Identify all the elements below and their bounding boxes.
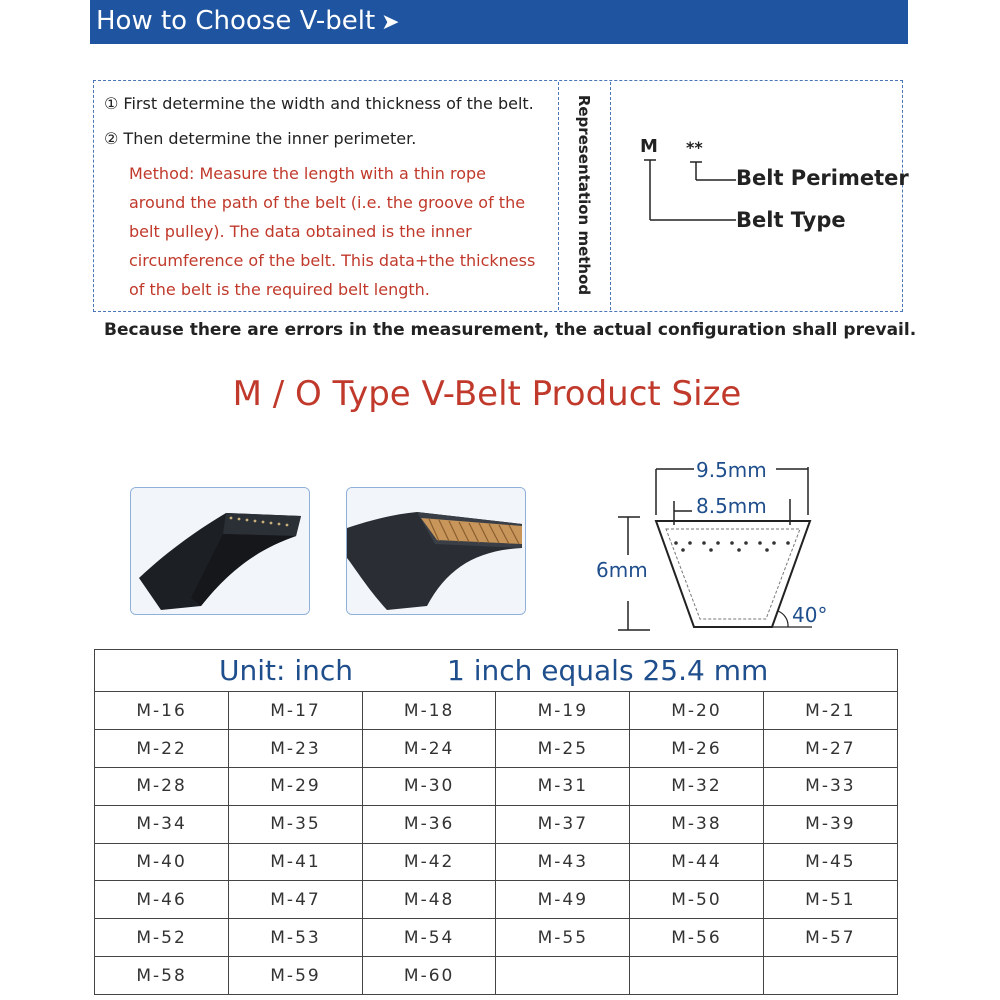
size-cell: M-19 (496, 692, 630, 730)
size-cell: M-52 (95, 919, 229, 957)
table-row (95, 805, 897, 843)
size-cell: M-44 (630, 843, 764, 881)
table-row (95, 692, 897, 730)
size-cell: M-60 (362, 957, 496, 995)
size-cell: M-31 (496, 768, 630, 806)
size-cell: M-58 (95, 957, 229, 995)
size-cell: M-51 (763, 881, 897, 919)
header-title-text: How to Choose V-belt (96, 6, 376, 36)
method-description (129, 159, 554, 304)
belt-photo-section (346, 487, 526, 615)
pitch-width-label: 8.5mm (696, 494, 767, 518)
size-cell: M-18 (362, 692, 496, 730)
size-cell: M-53 (229, 919, 363, 957)
size-cell: M-48 (362, 881, 496, 919)
table-row (95, 768, 897, 806)
size-cell: M-21 (763, 692, 897, 730)
size-table (94, 649, 898, 995)
size-cell: M-22 (95, 730, 229, 768)
size-cell: M-23 (229, 730, 363, 768)
size-cell: M-25 (496, 730, 630, 768)
belt-photo-outer (130, 487, 310, 615)
size-cell: M-45 (763, 843, 897, 881)
representation-method-label (562, 88, 606, 302)
table-row (95, 730, 897, 768)
table-row (95, 881, 897, 919)
method-line: Method: Measure the length with a thin rope (129, 164, 487, 183)
arrow-right-icon: ➤ (381, 10, 400, 35)
table-row (95, 919, 897, 957)
size-cell: M-49 (496, 881, 630, 919)
representation-method-text: Representation method (575, 94, 593, 296)
size-cell: M-56 (630, 919, 764, 957)
size-cell (630, 957, 764, 995)
size-cell: M-57 (763, 919, 897, 957)
size-cell: M-20 (630, 692, 764, 730)
step-width-thickness: ① First determine the width and thickness of the belt. (104, 94, 534, 113)
size-cell: M-36 (362, 805, 496, 843)
size-cell: M-35 (229, 805, 363, 843)
size-cell: M-29 (229, 768, 363, 806)
code-stars: ** (686, 138, 703, 157)
code-connector-lines (630, 150, 740, 230)
size-cell: M-33 (763, 768, 897, 806)
angle-label: 40° (792, 603, 828, 627)
method-line: around the path of the belt (i.e. the groove of the (129, 193, 526, 212)
cord-dots (674, 541, 790, 552)
size-cell (496, 957, 630, 995)
method-line: circumference of the belt. This data+the thickness (129, 251, 536, 270)
height-label: 6mm (596, 558, 648, 582)
size-cell: M-32 (630, 768, 764, 806)
size-cell: M-46 (95, 881, 229, 919)
belt-dimension-diagram (590, 455, 840, 640)
size-cell: M-16 (95, 692, 229, 730)
size-cell: M-41 (229, 843, 363, 881)
size-cell: M-34 (95, 805, 229, 843)
method-divider (558, 82, 559, 310)
unit-label: Unit: inch (219, 654, 353, 687)
size-grid (95, 692, 897, 994)
method-line: of the belt is the required belt length. (129, 280, 430, 299)
size-cell: M-40 (95, 843, 229, 881)
size-cell: M-42 (362, 843, 496, 881)
top-width-label: 9.5mm (696, 458, 767, 482)
size-cell: M-27 (763, 730, 897, 768)
method-line: belt pulley). The data obtained is the inner (129, 222, 472, 241)
belt-type-label: Belt Type (736, 208, 846, 232)
size-cell (763, 957, 897, 995)
v-belt-image (131, 488, 310, 615)
step-inner-perimeter: ② Then determine the inner perimeter. (104, 129, 417, 148)
size-cell: M-28 (95, 768, 229, 806)
v-belt-cross-section-image (347, 488, 526, 615)
unit-row (95, 650, 897, 692)
code-letter: M (640, 136, 658, 157)
size-cell: M-30 (362, 768, 496, 806)
size-cell: M-24 (362, 730, 496, 768)
size-cell: M-59 (229, 957, 363, 995)
size-cell: M-47 (229, 881, 363, 919)
size-cell: M-38 (630, 805, 764, 843)
belt-perimeter-label: Belt Perimeter (736, 166, 909, 190)
size-cell: M-39 (763, 805, 897, 843)
size-cell: M-55 (496, 919, 630, 957)
product-title: M / O Type V-Belt Product Size (232, 374, 742, 414)
table-row (95, 957, 897, 995)
size-cell: M-43 (496, 843, 630, 881)
size-cell: M-54 (362, 919, 496, 957)
unit-equivalence: 1 inch equals 25.4 mm (447, 654, 769, 687)
method-divider (610, 82, 611, 310)
table-row (95, 843, 897, 881)
header-title (96, 6, 400, 36)
size-cell: M-17 (229, 692, 363, 730)
size-cell: M-50 (630, 881, 764, 919)
size-cell: M-37 (496, 805, 630, 843)
size-cell: M-26 (630, 730, 764, 768)
measurement-note: Because there are errors in the measurement, the actual configuration shall prevail. (104, 320, 917, 340)
